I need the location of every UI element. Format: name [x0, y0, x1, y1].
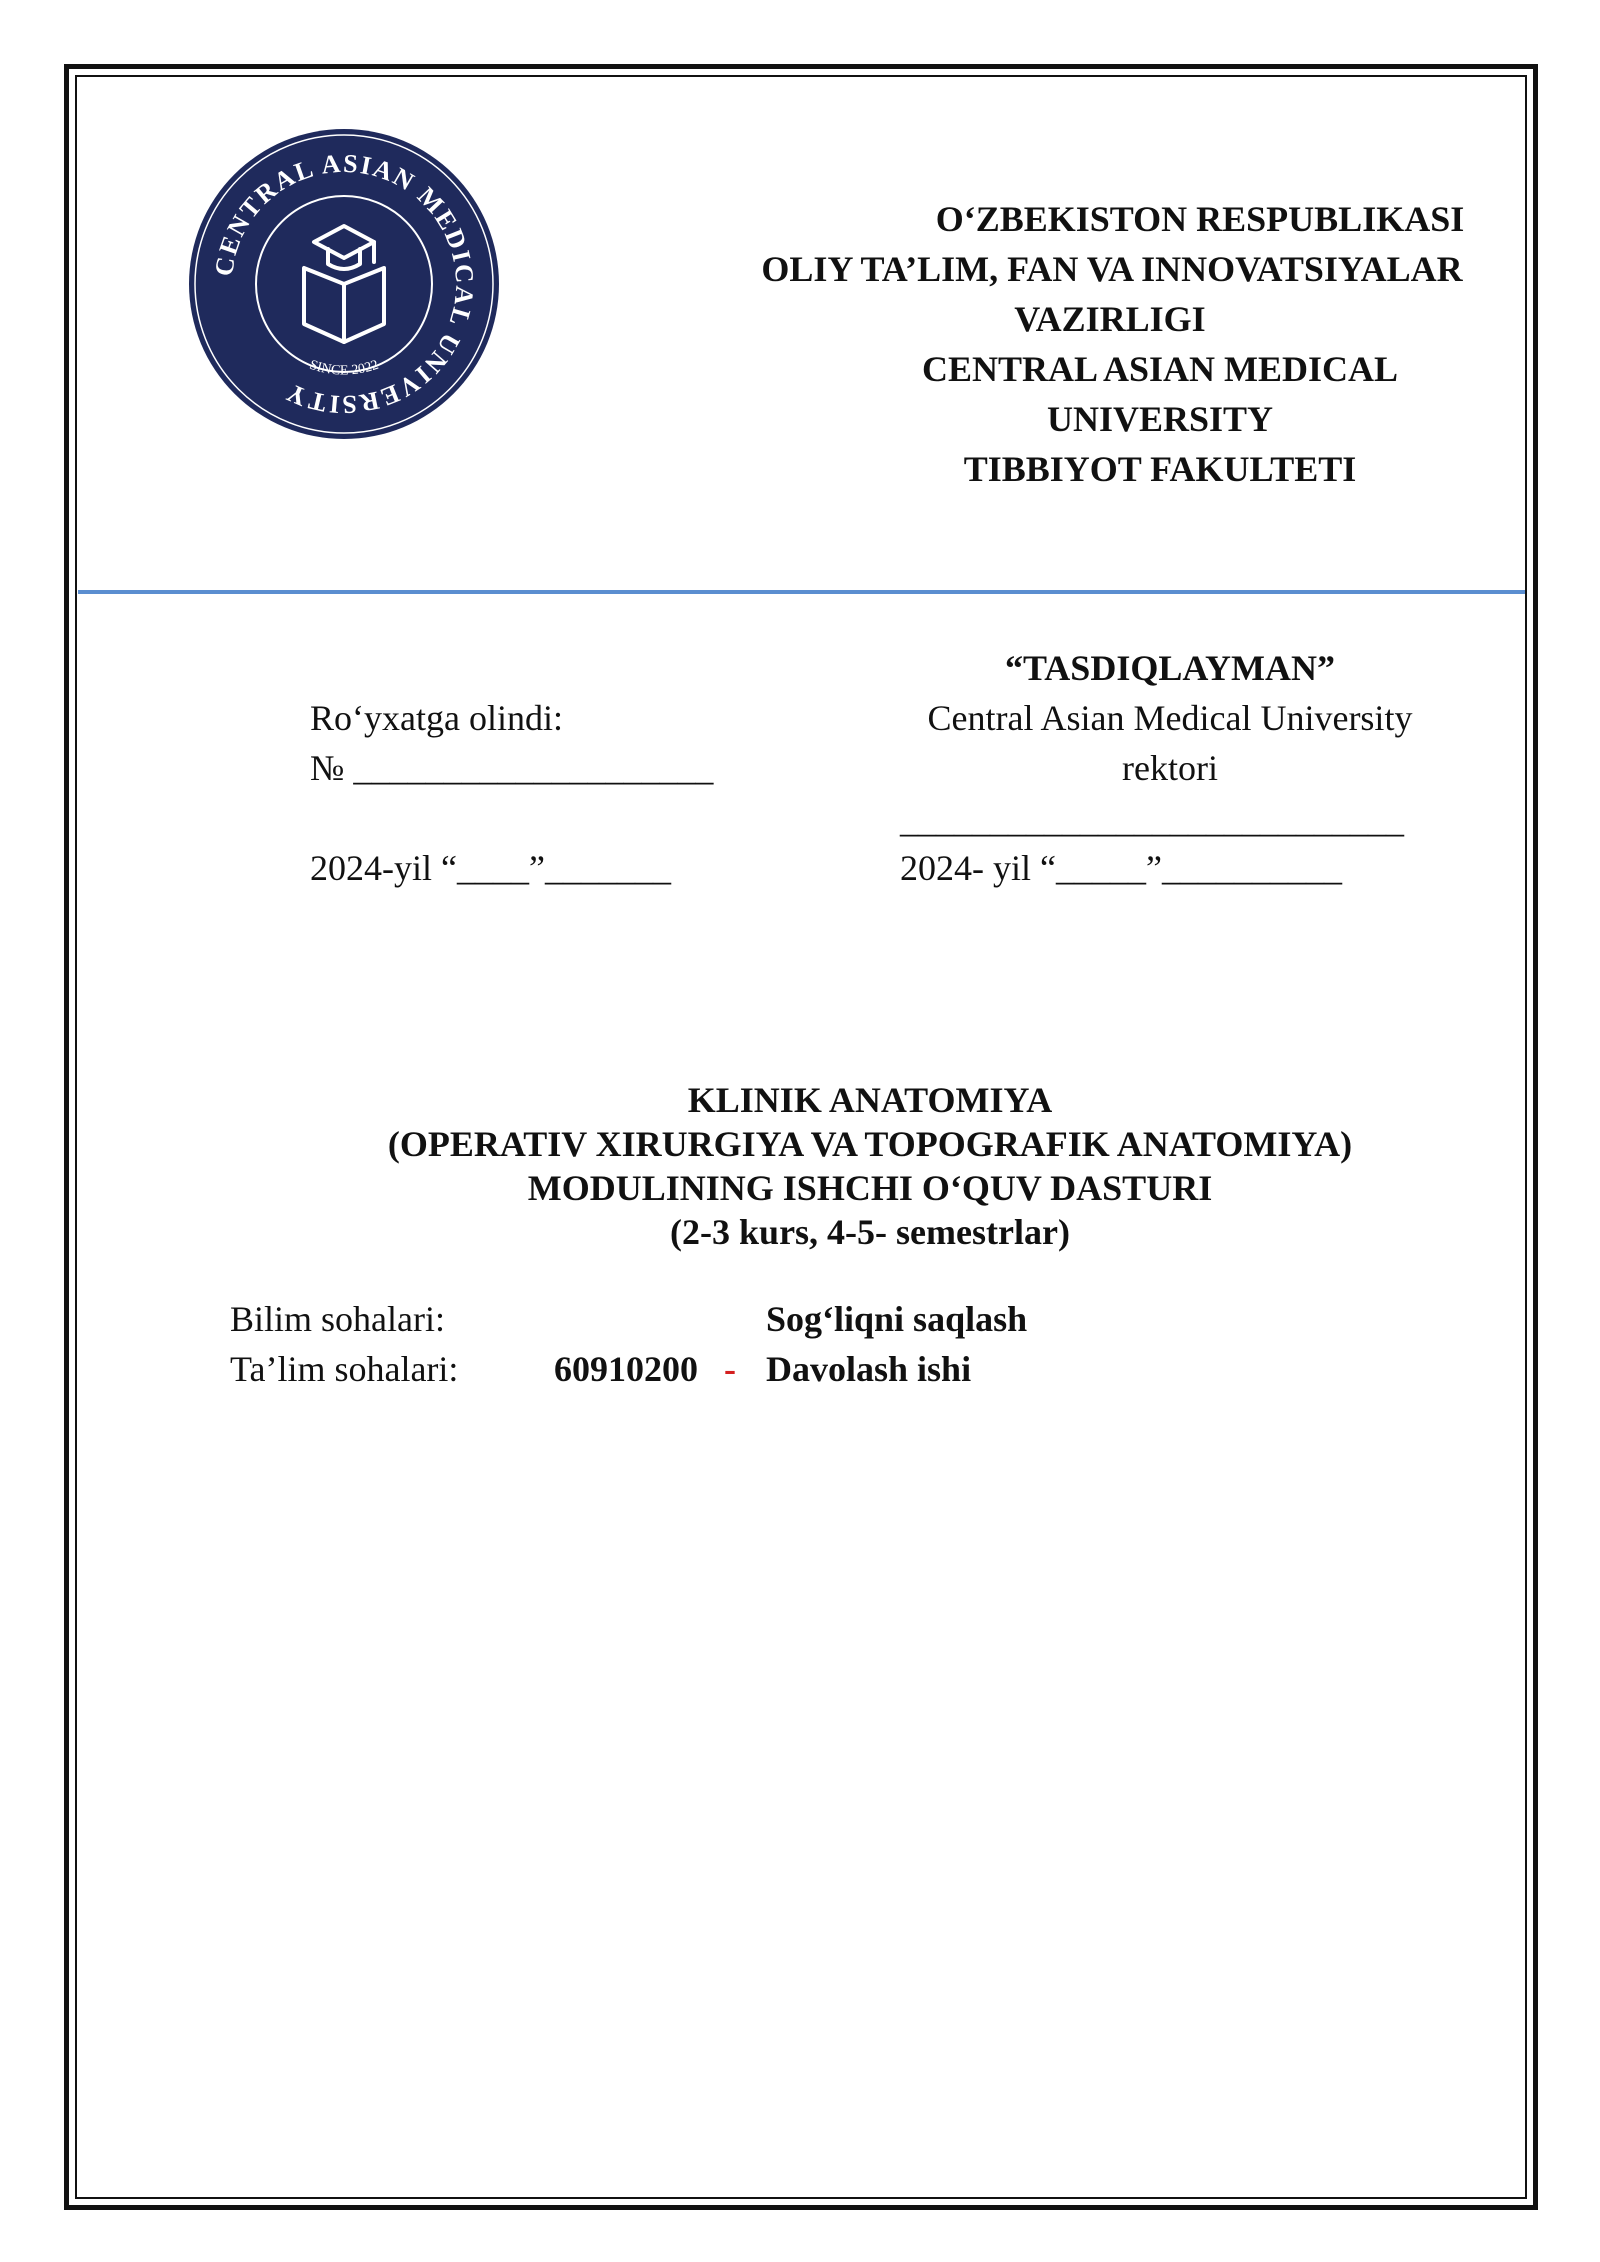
registration-date-line: 2024-yil “____”_______: [310, 848, 671, 888]
program-title-line-1: KLINIK ANATOMIYA: [687, 1080, 1053, 1120]
university-logo: [186, 126, 502, 442]
header-line-vazirligi: VAZIRLIGI: [1014, 299, 1206, 339]
header-line-ministry: OLIY TA’LIM, FAN VA INNOVATSIYALAR: [761, 249, 1463, 289]
approval-position: rektori: [1122, 748, 1218, 788]
logo-ring-text: CENTRAL ASIAN MEDICAL UNIVERSITY: [209, 148, 480, 420]
header-divider: [78, 590, 1525, 594]
program-title-line-4: (2-3 kurs, 4-5- semestrlar): [670, 1212, 1070, 1252]
university-seal-icon: [186, 126, 502, 442]
education-code: 60910200: [554, 1349, 698, 1389]
program-title-line-3: MODULINING ISHCHI O‘QUV DASTURI: [527, 1168, 1213, 1208]
approval-signature-line: ____________________________: [900, 800, 1404, 840]
logo-since-text: SINCE 2022: [307, 357, 381, 379]
knowledge-label: Bilim sohalari:: [230, 1299, 445, 1339]
header-line-university-2: UNIVERSITY: [1046, 399, 1274, 439]
knowledge-value: Sog‘liqni saqlash: [766, 1299, 1028, 1339]
approval-date-line: 2024- yil “_____”__________: [900, 848, 1342, 888]
registration-number-line: № ____________________: [310, 748, 714, 788]
approval-heading: “TASDIQLAYMAN”: [1004, 648, 1336, 688]
education-dash: -: [724, 1349, 736, 1389]
header-line-faculty: TIBBIYOT FAKULTETI: [963, 449, 1357, 489]
approval-institution: Central Asian Medical University: [927, 698, 1413, 738]
header-line-university-1: CENTRAL ASIAN MEDICAL: [921, 349, 1399, 389]
education-label: Ta’lim sohalari:: [230, 1349, 459, 1389]
registration-label: Ro‘yxatga olindi:: [310, 698, 563, 738]
header-line-republic: O‘ZBEKISTON RESPUBLIKASI: [935, 199, 1465, 239]
program-title-line-2: (OPERATIV XIRURGIYA VA TOPOGRAFIK ANATOMIYA): [387, 1124, 1353, 1164]
education-value: Davolash ishi: [766, 1349, 972, 1389]
